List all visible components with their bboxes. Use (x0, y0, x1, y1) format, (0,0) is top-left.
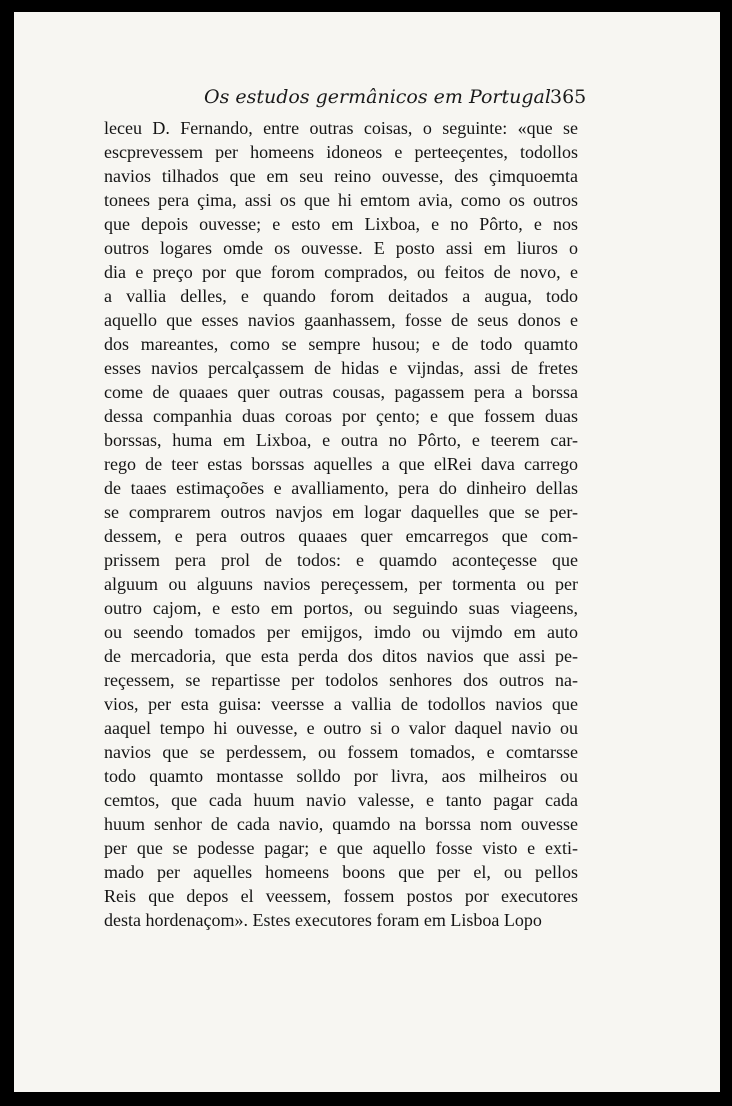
text-line: aquello que esses navios gaanhassem, fosse de seus donos e (104, 310, 578, 330)
text-line: a vallia delles, e quando forom deitados a augua, todo (104, 286, 578, 306)
text-line: desta hordenaçom». Estes executores foram em Lisboa Lopo (104, 910, 542, 930)
text-line: prissem pera prol de todos: e quamdo aconteçesse que (104, 550, 578, 570)
page-header (14, 86, 720, 110)
text-line: cemtos, que cada huum navio valesse, e tanto pagar cada (104, 790, 578, 810)
text-line: dia e preço por que forom comprados, ou feitos de novo, e (104, 262, 578, 282)
text-line: esses navios percalçassem de hidas e vijndas, assi de fretes (104, 358, 578, 378)
text-line: navios que se perdessem, ou fossem tomados, e comtarsse (104, 742, 578, 762)
text-line: aaquel tempo hi ouvesse, e outro si o valor daquel navio ou (104, 718, 578, 738)
text-line: huum senhor de cada navio, quamdo na borssa nom ouvesse (104, 814, 578, 834)
text-line: navios tilhados que em seu reino ouvesse, des çimquoemta (104, 166, 578, 186)
text-line: reçessem, se repartisse per todolos senhores dos outros na- (104, 670, 578, 690)
text-line: come de quaaes quer outras cousas, pagassem pera a borssa (104, 382, 578, 402)
text-line: dessem, e pera outros quaaes quer emcarregos que com- (104, 526, 578, 546)
text-line: borssas, huma em Lixboa, e outra no Pôrto, e teerem car- (104, 430, 578, 450)
text-line: mado per aquelles homeens boons que per el, ou pellos (104, 862, 578, 882)
text-line: Reis que depos el veessem, fossem postos por executores (104, 886, 578, 906)
text-line: rego de teer estas borssas aquelles a que elRei dava carrego (104, 454, 578, 474)
body-text (104, 116, 578, 932)
text-line: dessa companhia duas coroas por çento; e que fossem duas (104, 406, 578, 426)
text-line: escprevessem per homeens idoneos e perteeçentes, todollos (104, 142, 578, 162)
text-line: se comprarem outros navjos em logar daquelles que se per- (104, 502, 578, 522)
text-line: outros logares omde os ouvesse. E posto assi em liuros o (104, 238, 578, 258)
text-line: alguum ou alguuns navios pereçessem, per tormenta ou per (104, 574, 578, 594)
text-line: tonees pera çima, assi os que hi emtom avia, como os outros (104, 190, 578, 210)
text-line: outro cajom, e esto em portos, ou seguindo suas viageens, (104, 598, 578, 618)
text-line: de taaes estimaçoões e avalliamento, pera do dinheiro dellas (104, 478, 578, 498)
text-line: ou seendo tomados per emijgos, imdo ou vijmdo em auto (104, 622, 578, 642)
text-line: todo quamto montasse solldo por livra, aos milheiros ou (104, 766, 578, 786)
text-line: dos mareantes, como se sempre husou; e de todo quamto (104, 334, 578, 354)
text-line: vios, per esta guisa: veersse a vallia de todollos navios que (104, 694, 578, 714)
text-line: que depois ouvesse; e esto em Lixboa, e no Pôrto, e nos (104, 214, 578, 234)
running-title: Os estudos germânicos em Portugal (204, 86, 551, 108)
text-line: per que se podesse pagar; e que aquello fosse visto e exti- (104, 838, 578, 858)
text-line: leceu D. Fernando, entre outras coisas, o seguinte: «que se (104, 118, 578, 138)
book-page (14, 12, 720, 1092)
text-line: de mercadoria, que esta perda dos ditos navios que assi pe- (104, 646, 578, 666)
page-number: 365 (550, 86, 587, 108)
